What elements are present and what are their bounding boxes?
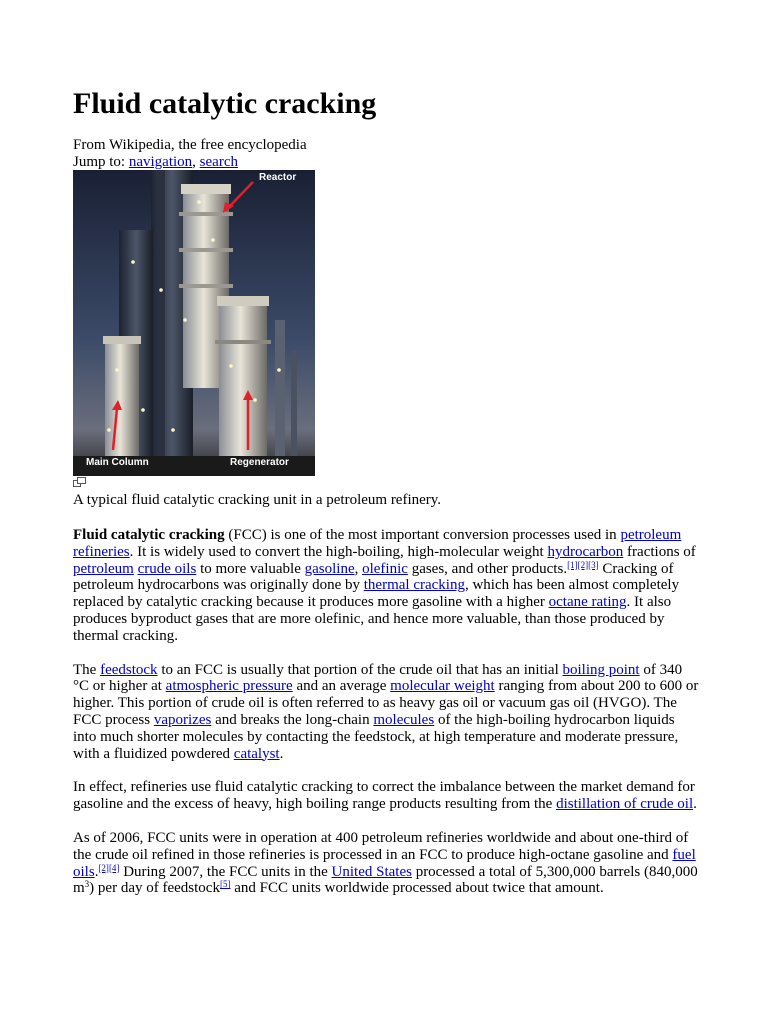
source-line: From Wikipedia, the free encyclopedia [73, 137, 307, 153]
main-column-label: Main Column [86, 457, 149, 468]
search-link[interactable]: search [199, 154, 238, 170]
article-body [73, 527, 700, 914]
link-petroleum-refineries[interactable]: petroleum refineries [73, 527, 682, 560]
paragraph-intro: Fluid catalytic cracking (FCC) is one of the most important conversion processes used in petroleum refineries. It is widely used to convert the high-boiling, high-molecular weight hydrocarbon fractions of petroleum crude oils to more valuable gasoline, olefinic gases, and other products.[1][2][3] Cracking of petroleum hydrocarbons was originally done by thermal cracking, which has been almost completely replaced by catalytic cracking because it produces more gasoline with a higher octane rating. It also produces byproduct gases that are more olefinic, and hence more valuable, than those produced by thermal cracking. [73, 527, 696, 644]
citation-refs [567, 560, 599, 570]
link-petroleum[interactable]: petroleum [73, 560, 134, 577]
refinery-photo[interactable] [73, 170, 315, 476]
link-olefinic[interactable]: olefinic [362, 560, 408, 577]
enlarge-icon[interactable] [73, 477, 87, 487]
paragraph-statistics: As of 2006, FCC units were in operation at 400 petroleum refineries worldwide and about one-third of the crude oil refined in those refineries is processed in an FCC to produce high-octane gasoline and fuel oils.[2][4] During 2007, the FCC units in the United States processed a total of 5,300,000 barrels (840,000 $m^3$) per day of feedstock[5] and FCC units worldwide processed about twice that amount. [73, 829, 698, 897]
jump-to-line: Jump to: navigation, search [73, 154, 238, 170]
paragraph-feedstock: The feedstock to an FCC is usually that portion of the crude oil that has an initial boiling point of 340 °C or higher at atmospheric pressure and an average molecular weight ranging from about 200 to 600 or higher. This portion of crude oil is often referred to as heavy gas oil or vacuum gas oil (HVGO). The FCC process vaporizes and breaks the long-chain molecules of the high-boiling hydrocarbon liquids into much shorter molecules by contacting the feedstock, at high temperature and moderate pressure, with a fluidized powdered catalyst. [73, 661, 699, 762]
regenerator-label: Regenerator [230, 457, 289, 468]
citation-refs [220, 879, 231, 889]
page-title: Fluid catalytic cracking [73, 87, 377, 120]
link-boiling-point[interactable]: boiling point [562, 661, 640, 678]
link-thermal-cracking[interactable]: thermal cracking [363, 577, 465, 594]
ref-4[interactable]: [4] [108, 862, 120, 873]
jump-to-label: Jump to: [73, 154, 129, 170]
link-molecular-weight[interactable]: molecular weight [390, 678, 495, 695]
article-meta [73, 137, 307, 171]
figure-caption: A typical fluid catalytic cracking unit in a petroleum refinery. [73, 492, 442, 508]
navigation-link[interactable]: navigation [128, 154, 193, 170]
ref-1[interactable]: [1] [567, 559, 578, 570]
link-atmospheric-pressure[interactable]: atmospheric pressure [165, 678, 293, 695]
ref-3[interactable]: [3] [588, 559, 599, 570]
ref-2[interactable]: [2] [577, 559, 589, 570]
link-octane-rating[interactable]: octane rating [548, 594, 627, 611]
link-crude-oils[interactable]: crude oils [137, 560, 197, 577]
superscript-cubed: 3 [84, 879, 90, 890]
link-gasoline[interactable]: gasoline [304, 560, 355, 577]
link-distillation-of-crude-oil[interactable]: distillation of crude oil [556, 796, 694, 813]
link-feedstock[interactable]: feedstock [100, 661, 158, 678]
link-catalyst[interactable]: catalyst [233, 745, 280, 762]
paragraph-imbalance: In effect, refineries use fluid catalytic cracking to correct the imbalance between the market demand for gasoline and the excess of heavy, high boiling range products resulting from the distillation of crude oil. [73, 779, 697, 813]
citation-refs [98, 863, 119, 873]
ref-2[interactable]: [2] [98, 862, 109, 873]
link-molecules[interactable]: molecules [373, 711, 435, 728]
link-hydrocarbon[interactable]: hydrocarbon [547, 543, 624, 560]
reactor-label: Reactor [259, 172, 297, 183]
ref-5[interactable]: [5] [219, 879, 231, 890]
link-vaporizes[interactable]: vaporizes [153, 711, 212, 728]
link-united-states[interactable]: United States [331, 863, 412, 880]
link-fuel-oils[interactable]: fuel oils [73, 846, 696, 880]
